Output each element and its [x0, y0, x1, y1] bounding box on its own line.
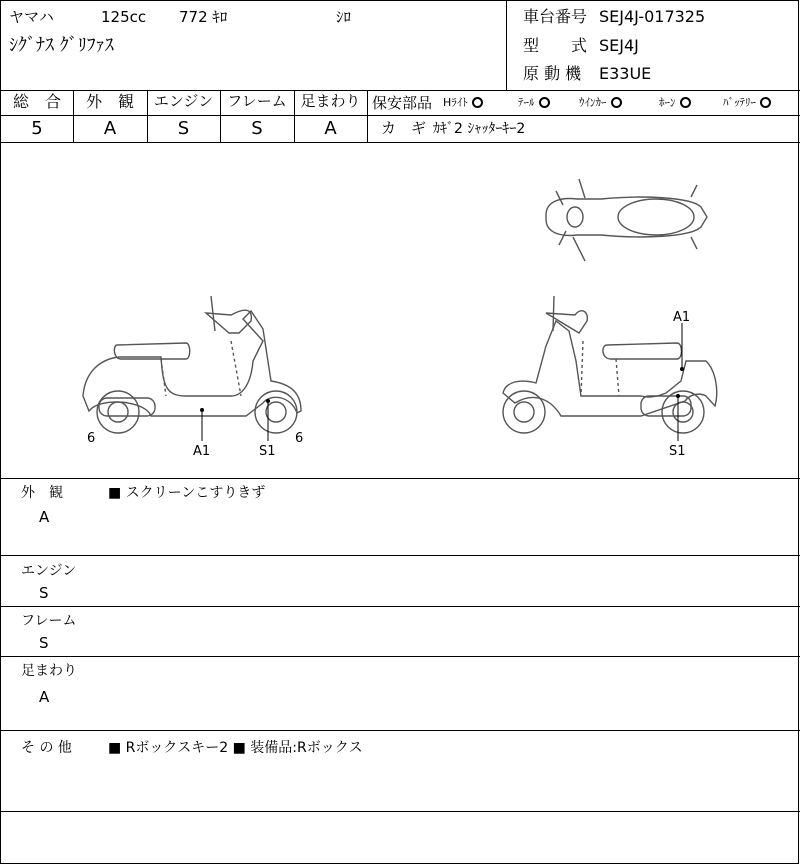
- grade-value-exterior: A: [103, 118, 117, 139]
- type-label: 型 式: [523, 36, 588, 55]
- scooter-top-view: [546, 179, 707, 261]
- grade-label-suspension: 足まわり: [300, 92, 361, 110]
- safety-item-horn: ﾎｰﾝ: [659, 97, 691, 108]
- scooter-diagram: [1, 143, 799, 478]
- engine-value: E33UE: [599, 64, 652, 83]
- safety-label: 保安部品: [372, 94, 433, 112]
- note-comment: ■ スクリーンこすりきず: [108, 485, 266, 501]
- engine-label: 原 動 機: [523, 64, 582, 83]
- frame-number-value: SEJ4J-017325: [599, 7, 706, 26]
- note-label: エンジン: [21, 563, 77, 579]
- ok-circle-icon: [472, 97, 483, 108]
- mark-right-a1: A1: [673, 310, 691, 325]
- note-grade: S: [39, 584, 49, 602]
- mark-right-s1: S1: [669, 444, 686, 459]
- note-grade: A: [39, 688, 50, 706]
- type-value: SEJ4J: [599, 36, 639, 55]
- note-divider: [1, 606, 800, 607]
- mileage: 772 ｷﾛ: [179, 8, 228, 26]
- mark-left-s1: S1: [259, 444, 276, 459]
- ok-circle-icon: [760, 97, 771, 108]
- note-divider: [1, 656, 800, 657]
- mark-left-front-6: 6: [295, 431, 304, 446]
- header-divider: [506, 1, 507, 90]
- safety-mid-line: [367, 115, 800, 116]
- diagram-bottom-line: [1, 478, 800, 479]
- displacement: 125cc: [101, 8, 147, 26]
- mark-left-a1: A1: [193, 444, 211, 459]
- mark-left-rear-6: 6: [87, 431, 96, 446]
- keys-value: ｶｷﾞ2 ｼｬｯﾀｰｷｰ2: [433, 121, 526, 137]
- note-label: 足まわり: [21, 663, 77, 679]
- frame-number-label: 車台番号: [523, 7, 588, 26]
- grade-divider: [367, 90, 368, 142]
- grade-label-frame: フレーム: [227, 92, 287, 110]
- note-comment: ■ Rボックスキー2 ■ 装備品:Rボックス: [108, 740, 363, 756]
- grade-value-suspension: A: [324, 118, 337, 139]
- note-label: フレーム: [21, 613, 77, 629]
- ok-circle-icon: [611, 97, 622, 108]
- note-grade: A: [39, 508, 50, 526]
- keys-label: カ ギ: [381, 119, 427, 137]
- grade-label-exterior: 外 観: [85, 92, 134, 111]
- note-label: そ の 他: [21, 740, 72, 756]
- note-divider: [1, 555, 800, 556]
- note-divider: [1, 730, 800, 731]
- ok-circle-icon: [680, 97, 691, 108]
- safety-item-winker: ｳｲﾝｶｰ: [579, 97, 622, 108]
- grade-label-engine: エンジン: [153, 92, 214, 110]
- ok-circle-icon: [539, 97, 550, 108]
- grade-value-overall: 5: [31, 118, 43, 139]
- note-grade: S: [39, 634, 49, 652]
- grade-mid-line: [1, 115, 368, 116]
- header-bottom-line: [1, 90, 800, 91]
- model-name: ｼｸﾞﾅｽ ｸﾞﾘﾌｧｽ: [9, 35, 114, 56]
- grade-value-frame: S: [251, 118, 263, 139]
- safety-item-headlight: Hﾗｲﾄ: [443, 97, 483, 108]
- safety-item-battery: ﾊﾞｯﾃﾘｰ: [723, 97, 771, 108]
- grade-label-overall: 総 合: [12, 92, 61, 111]
- note-divider: [1, 811, 800, 812]
- grade-value-engine: S: [177, 118, 190, 139]
- color: ｼﾛ: [336, 8, 352, 26]
- safety-item-tail: ﾃｰﾙ: [518, 97, 550, 108]
- maker: ヤマハ: [9, 8, 54, 26]
- note-label: 外 観: [21, 485, 63, 501]
